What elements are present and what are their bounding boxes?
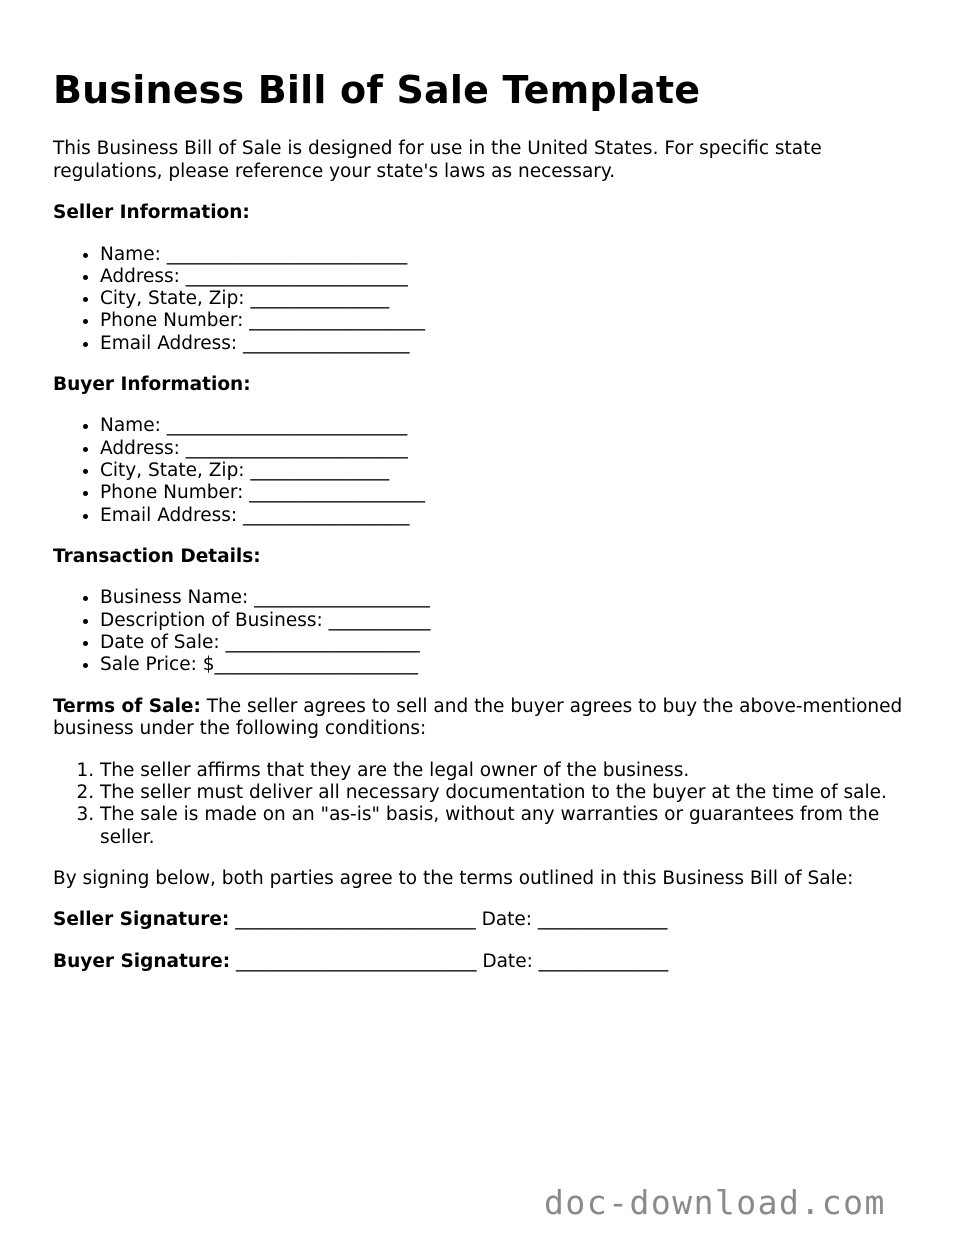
sale-price-field: • Sale Price: $______________________ [100, 654, 923, 676]
seller-signature-label: Seller Signature: [53, 909, 230, 931]
seller-email-field: • Email Address: __________________ [100, 333, 923, 355]
transaction-section-heading: Transaction Details: [53, 545, 261, 567]
seller-city-state-zip-field: • City, State, Zip: _______________ [100, 288, 923, 310]
seller-signature-blanks: __________________________ Date: ______________ [229, 909, 668, 931]
intro-paragraph: This Business Bill of Sale is designed for use in the United States. For specific state regulations, please reference your state's laws as necessary. [53, 138, 822, 182]
terms-label: Terms of Sale: [53, 695, 201, 717]
buyer-section-heading: Buyer Information: [53, 373, 251, 395]
closing-paragraph: By signing below, both parties agree to the terms outlined in this Business Bill of Sale: [53, 867, 854, 889]
watermark: doc-download.com [544, 1183, 886, 1222]
business-description-field: • Description of Business: ___________ [100, 610, 923, 632]
buyer-address-field: • Address: ________________________ [100, 438, 923, 460]
condition-item: 2. The seller must deliver all necessary documentation to the buyer at the time of sale. [100, 782, 923, 804]
date-of-sale-field: • Date of Sale: _____________________ [100, 632, 923, 654]
buyer-signature-label: Buyer Signature: [53, 950, 231, 972]
buyer-fields-list [53, 415, 923, 526]
document-page [53, 66, 923, 973]
buyer-signature-blanks: __________________________ Date: ______________ [230, 950, 669, 972]
buyer-signature-line [53, 951, 923, 974]
terms-paragraph [53, 696, 923, 741]
buyer-city-state-zip-field: • City, State, Zip: _______________ [100, 460, 923, 482]
seller-fields-list [53, 244, 923, 355]
buyer-name-field: • Name: __________________________ [100, 415, 923, 437]
condition-item: 3. The sale is made on an "as-is" basis, without any warranties or guarantees from the seller. [100, 804, 923, 849]
page-title: Business Bill of Sale Template [53, 68, 701, 112]
seller-phone-field: • Phone Number: ___________________ [100, 310, 923, 332]
buyer-email-field: • Email Address: __________________ [100, 505, 923, 527]
buyer-phone-field: • Phone Number: ___________________ [100, 482, 923, 504]
condition-item: 1. The seller affirms that they are the legal owner of the business. [100, 760, 923, 782]
seller-section-heading: Seller Information: [53, 202, 250, 223]
business-name-field: • Business Name: ___________________ [100, 587, 923, 609]
seller-address-field: • Address: ________________________ [100, 266, 923, 288]
terms-text: The seller agrees to sell and the buyer agrees to buy the above-mentioned business under the following conditions: [53, 695, 903, 740]
seller-signature-line [53, 909, 923, 932]
transaction-fields-list [53, 587, 923, 676]
terms-conditions-list [53, 760, 923, 849]
seller-name-field: • Name: __________________________ [100, 244, 923, 266]
